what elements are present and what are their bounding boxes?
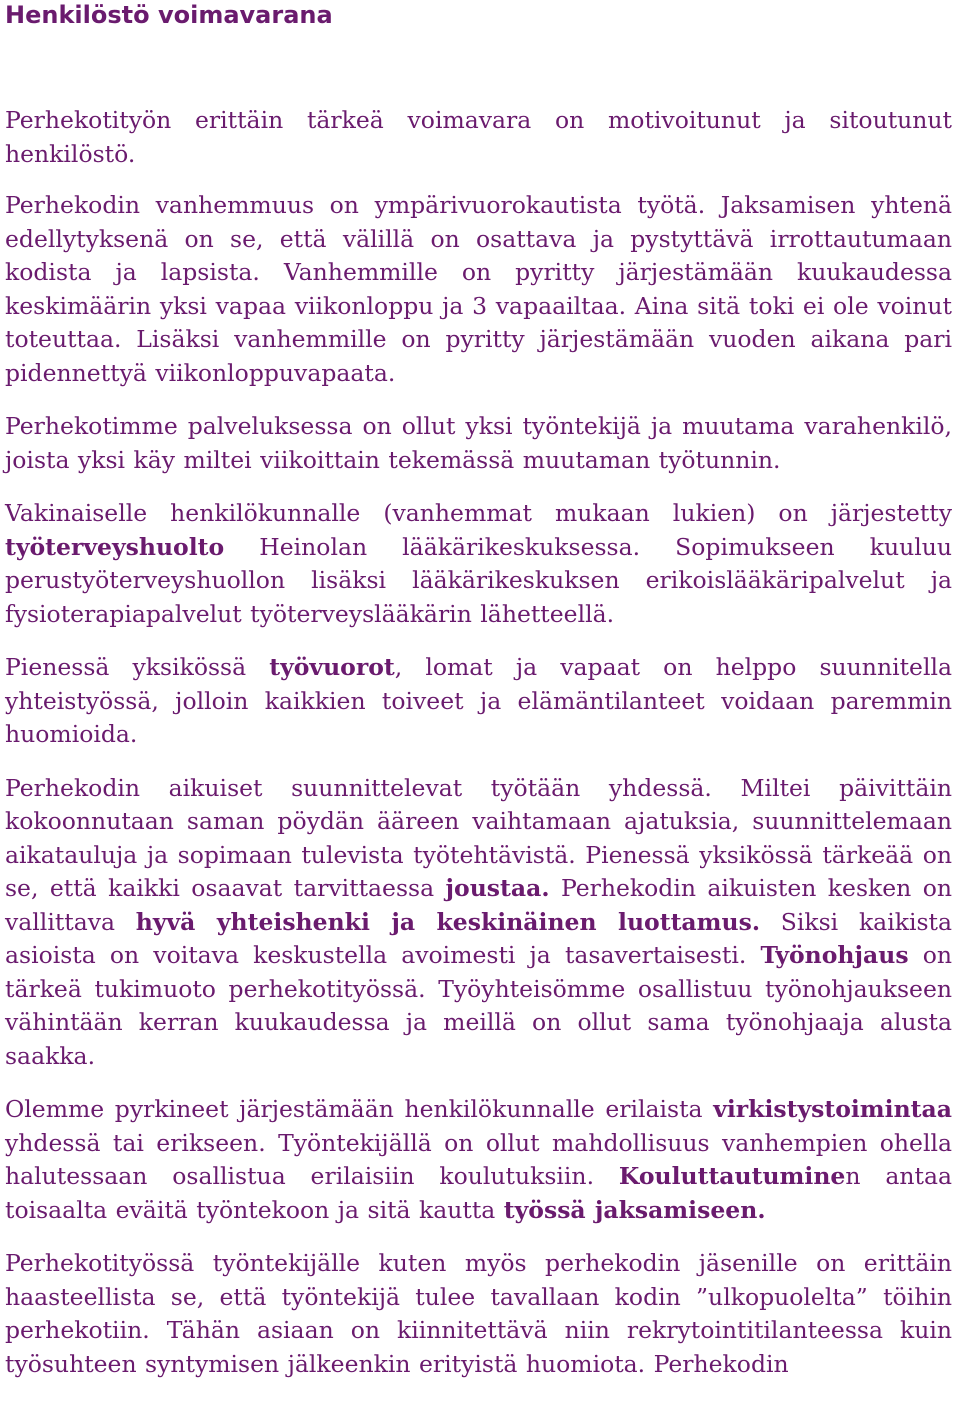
text-run: Vakinaiselle henkilökunnalle (vanhemmat mukaan lukien) on järjestetty xyxy=(5,499,952,527)
bold-term: työssä jaksamiseen. xyxy=(503,1195,766,1224)
paragraph-4 xyxy=(5,497,952,631)
text-run: yhdessä tai erikseen. Työntekijällä on ollut mahdollisuus vanhempien ohella halutessaan osallistua erilaisiin koulutuksiin. xyxy=(5,1128,952,1190)
text-run: Perhekotityössä työntekijälle kuten myös perhekodin jäsenille on erittäin haasteellista se, että työntekijä tulee tavallaan kodin ”ulkopuolelta” töihin perhekotiin. Tähän asiaan on kiinnitettävä niin rekrytointitilanteessa kuin työsuhteen syntymisen jälkeenkin erityistä huomiota. Perhekodin xyxy=(5,1249,952,1378)
section-heading: Henkilöstö voimavarana xyxy=(5,1,333,29)
text-run: Perhekodin aikuiset suunnittelevat työtään yhdessä. Miltei päivittäin kokoonnutaan saman pöydän ääreen vaihtamaan ajatuksia, suunnittelemaan aikatauluja ja sopimaan tulevista työtehtävistä. Pienessä yksikössä tärkeää on se, että kaikki osaavat tarvittaessa xyxy=(5,773,952,902)
text-run: Perhekodin aikuisten kesken on vallittava xyxy=(5,874,952,936)
text-run: Pienessä yksikössä xyxy=(5,653,270,681)
text-run: Perhekotimme palveluksessa on ollut yksi työntekijä ja muutama varahenkilö, joista yksi käy miltei viikoittain tekemässä muutaman työtunnin. xyxy=(5,412,952,474)
bold-term: joustaa. xyxy=(445,874,550,902)
paragraph-3 xyxy=(5,410,952,477)
paragraph-1 xyxy=(5,104,952,171)
bold-term: hyvä yhteishenki ja keskinäinen luottamus. xyxy=(135,907,761,936)
paragraph-7 xyxy=(5,1093,952,1227)
paragraph-8 xyxy=(5,1247,952,1381)
paragraph-2 xyxy=(5,189,952,390)
document-page xyxy=(5,0,952,1381)
bold-term: työvuorot xyxy=(269,653,395,681)
text-run: Perhekotityön erittäin tärkeä voimavara on motivoitunut ja sitoutunut henkilöstö. xyxy=(5,106,952,168)
paragraph-6 xyxy=(5,772,952,1074)
text-run: Olemme pyrkineet järjestämään henkilökunnalle erilaista xyxy=(5,1095,714,1123)
text-run: n antaa toisaalta eväitä työntekoon ja sitä kautta xyxy=(5,1162,952,1224)
text-run: Heinolan lääkärikeskuksessa. Sopimukseen kuuluu perustyöterveyshuollon lisäksi lääkärikeskuksen erikoislääkäripalvelut ja fysioterapiapalvelut työterveyslääkärin lähetteellä. xyxy=(5,532,952,628)
text-run: on tärkeä tukimuoto perhekotityössä. Työyhteisömme osallistuu työnohjaukseen vähintään kerran kuukaudessa ja meillä on ollut sama työnohjaaja alusta saakka. xyxy=(5,941,952,1070)
paragraph-5 xyxy=(5,651,952,752)
text-run: Perhekodin vanhemmuus on ympärivuorokautista työtä. Jaksamisen yhtenä edellytyksenä on se, että välillä on osattava ja pystyttävä irrottautumaan kodista ja lapsista. Vanhemmille on pyritty järjestämään kuukaudessa keskimäärin yksi vapaa viikonloppu ja 3 vapaailtaa. Aina sitä toki ei ole voinut toteuttaa. Lisäksi vanhemmille on pyritty järjestämään vuoden aikana pari pidennettyä viikonloppuvapaata. xyxy=(5,191,952,387)
bold-term: Työnohjaus xyxy=(760,941,909,969)
text-run: , lomat ja vapaat on helppo suunnitella yhteistyössä, jolloin kaikkien toiveet ja elämäntilanteet voidaan paremmin huomioida. xyxy=(5,653,952,748)
bold-term: Kouluttautumine xyxy=(618,1162,846,1190)
bold-term: työterveyshuolto xyxy=(5,532,225,561)
bold-term: virkistystoimintaa xyxy=(713,1095,952,1123)
text-run: Siksi kaikista asioista on voitava keskustella avoimesti ja tasavertaisesti. xyxy=(5,907,952,969)
